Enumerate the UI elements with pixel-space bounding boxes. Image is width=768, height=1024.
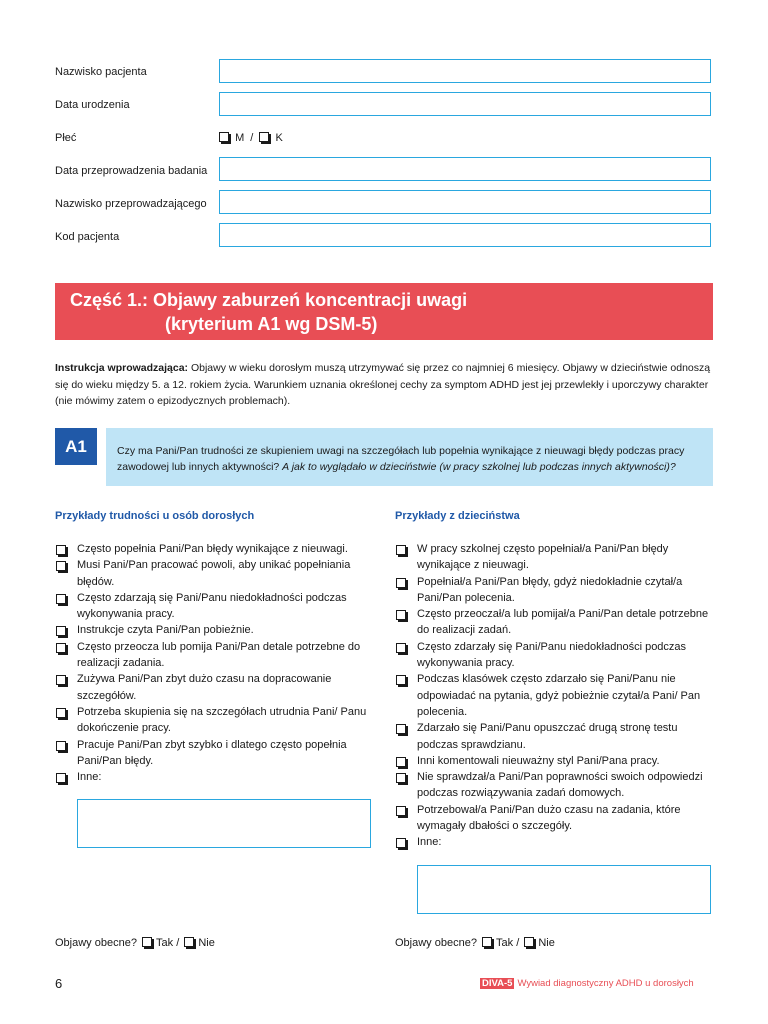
list-item: [55, 737, 375, 770]
list-item: [55, 704, 375, 737]
item-label: Często przeocza lub pomija Pani/Pan detale potrzebne do realizacji zadania.: [77, 640, 361, 670]
patient-code-field[interactable]: [219, 223, 711, 247]
list-item: [395, 639, 713, 672]
a1-question-text: Czy ma Pani/Pan trudności ze skupieniem uwagi na szczegółach lub popełnia wynikające z nieuwagi błędy podczas pracy zawodowej lub innych aktywności?: [117, 445, 685, 473]
item-label: Potrzebował/a Pani/Pan dużo czasu na zadania, które wymagały dbałości o szczegóły.: [417, 803, 681, 833]
item-label: Często zdarzały się Pani/Panu niedokładności podczas wykonywania pracy.: [417, 640, 687, 670]
item-label: Zdarzało się Pani/Panu opuszczać drugą stronę testu podczas sprawdzianu.: [417, 722, 678, 751]
list-item: [55, 639, 375, 672]
list-item: [395, 769, 713, 802]
present-label: Objawy obecne?: [395, 937, 477, 949]
checkbox[interactable]: [56, 741, 66, 751]
gender-k-label: K: [275, 132, 283, 144]
field-label-exam-date: Data przeprowadzenia badania: [55, 165, 208, 177]
child-yes-checkbox[interactable]: [482, 937, 492, 947]
item-label: Pracuje Pani/Pan zbyt szybko i dlatego często popełnia Pani/Pan błędy.: [77, 738, 347, 767]
section-title: Część 1.: Objawy zaburzeń koncentracji uwagi: [70, 290, 468, 310]
present-label: Objawy obecne?: [55, 937, 137, 949]
item-label: Inne:: [417, 836, 442, 849]
checkbox[interactable]: [396, 724, 406, 734]
list-item: [55, 622, 375, 638]
footer-badge: DIVA-5: [482, 978, 513, 989]
adult-present-question: [55, 937, 215, 949]
field-label-examiner-name: Nazwisko przeprowadzającego: [55, 198, 207, 210]
checkbox[interactable]: [396, 545, 406, 555]
a1-question: [117, 443, 707, 475]
checkbox[interactable]: [396, 806, 406, 816]
checkbox[interactable]: [396, 773, 406, 783]
item-label: Popełniał/a Pani/Pan błędy, gdyż niedokładnie czytał/a Pani/Pan polecenia.: [417, 575, 683, 604]
adult-examples-heading: Przykłady trudności u osób dorosłych: [55, 510, 255, 522]
item-label: Inni komentowali nieuważny styl Pani/Pana pracy.: [417, 754, 660, 767]
checkbox[interactable]: [396, 757, 406, 767]
item-label: W pracy szkolnej często popełniał/a Pani/Pan błędy wynikające z nieuwagi.: [417, 543, 669, 572]
item-label: Często zdarzają się Pani/Panu niedokładności podczas wykonywania pracy.: [77, 591, 347, 621]
list-item: [395, 671, 713, 720]
yes-label: Tak: [156, 937, 174, 949]
checkbox[interactable]: [396, 643, 406, 653]
list-item: [55, 557, 375, 590]
child-present-question: [395, 937, 555, 949]
child-other-field[interactable]: [417, 865, 711, 914]
gender-separator: /: [250, 132, 254, 144]
field-label-birth-date: Data urodzenia: [55, 99, 130, 111]
list-item: [55, 590, 375, 623]
gender-options: [219, 132, 286, 144]
item-label: Często przeoczał/a lub pomijał/a Pani/Pan detale potrzebne do realizacji zadań.: [417, 608, 709, 637]
birth-date-field[interactable]: [219, 92, 711, 116]
checkbox[interactable]: [396, 675, 406, 685]
item-label: Zużywa Pani/Pan zbyt dużo czasu na dopracowanie szczegółów.: [77, 673, 332, 702]
list-item: [395, 834, 713, 850]
field-label-patient-name: Nazwisko pacjenta: [55, 66, 147, 78]
adult-other-field[interactable]: [77, 799, 371, 848]
a1-question-childhood: A jak to wyglądało w dzieciństwie (w pracy szkolnej lub podczas innych aktywności)?: [282, 461, 676, 473]
gender-m-checkbox[interactable]: [219, 132, 229, 142]
list-item: [395, 720, 713, 753]
list-item: [395, 606, 713, 639]
no-label: Nie: [198, 937, 215, 949]
list-item: [395, 574, 713, 607]
adult-yes-checkbox[interactable]: [142, 937, 152, 947]
list-item: [55, 541, 375, 557]
adult-no-checkbox[interactable]: [184, 937, 194, 947]
checkbox[interactable]: [56, 626, 66, 636]
checkbox[interactable]: [56, 708, 66, 718]
present-separator: /: [516, 937, 520, 949]
item-label: Instrukcje czyta Pani/Pan pobieżnie.: [77, 624, 254, 637]
instruction-body: Objawy w wieku dorosłym muszą utrzymywać się przez co najmniej 6 miesięcy. Objawy w dzieciństwie odnoszą się do wieku między 5. a 12. rokiem życia. Warunkiem uznania określonej cechy za symptom ADHD jest jej przewlekły i uporczywy charakter (nie mówimy zatem o epizodycznych problemach).: [55, 362, 711, 407]
list-item: [55, 671, 375, 704]
item-label: Inne:: [77, 771, 102, 784]
present-separator: /: [176, 937, 180, 949]
child-examples-list: [395, 541, 713, 851]
list-item: [395, 802, 713, 835]
item-label: Musi Pani/Pan pracować powoli, aby unikać popełniania błędów.: [77, 559, 351, 588]
checkbox[interactable]: [56, 561, 66, 571]
page-number: 6: [55, 976, 63, 991]
checkbox[interactable]: [56, 545, 66, 555]
checkbox[interactable]: [56, 594, 66, 604]
list-item: [55, 769, 375, 785]
instruction-text: [55, 360, 715, 410]
child-examples-heading: Przykłady z dzieciństwa: [395, 510, 520, 522]
checkbox[interactable]: [396, 610, 406, 620]
a1-badge: A1: [55, 428, 97, 465]
examiner-name-field[interactable]: [219, 190, 711, 214]
item-label: Potrzeba skupienia się na szczegółach utrudnia Pani/ Panu dokończenie pracy.: [77, 705, 367, 735]
gender-m-label: M: [235, 132, 245, 144]
no-label: Nie: [538, 937, 555, 949]
checkbox[interactable]: [56, 773, 66, 783]
yes-label: Tak: [496, 937, 514, 949]
gender-k-checkbox[interactable]: [259, 132, 269, 142]
instruction-label: Instrukcja wprowadzająca:: [55, 362, 189, 374]
exam-date-field[interactable]: [219, 157, 711, 181]
field-label-patient-code: Kod pacjenta: [55, 231, 120, 243]
checkbox[interactable]: [56, 675, 66, 685]
item-label: Nie sprawdzał/a Pani/Pan poprawności swoich odpowiedzi podczas rozwiązywania zadań domowych.: [417, 771, 703, 800]
checkbox[interactable]: [396, 838, 406, 848]
footer: [480, 978, 694, 989]
child-no-checkbox[interactable]: [524, 937, 534, 947]
checkbox[interactable]: [56, 643, 66, 653]
item-label: Podczas klasówek często zdarzało się Pani/Panu nie odpowiadać na pytania, gdyż pobieżnie czytał/a Pani/ Pan polecenia.: [417, 673, 701, 718]
patient-name-field[interactable]: [219, 59, 711, 83]
list-item: [395, 541, 713, 574]
list-item: [395, 753, 713, 769]
item-label: Często popełnia Pani/Pan błędy wynikające z nieuwagi.: [77, 543, 348, 555]
adult-examples-list: [55, 541, 375, 785]
footer-title: Wywiad diagnostyczny ADHD u dorosłych: [517, 978, 694, 989]
checkbox[interactable]: [396, 578, 406, 588]
field-label-gender: Płeć: [55, 132, 77, 144]
section-subtitle: (kryterium A1 wg DSM-5): [165, 314, 378, 334]
